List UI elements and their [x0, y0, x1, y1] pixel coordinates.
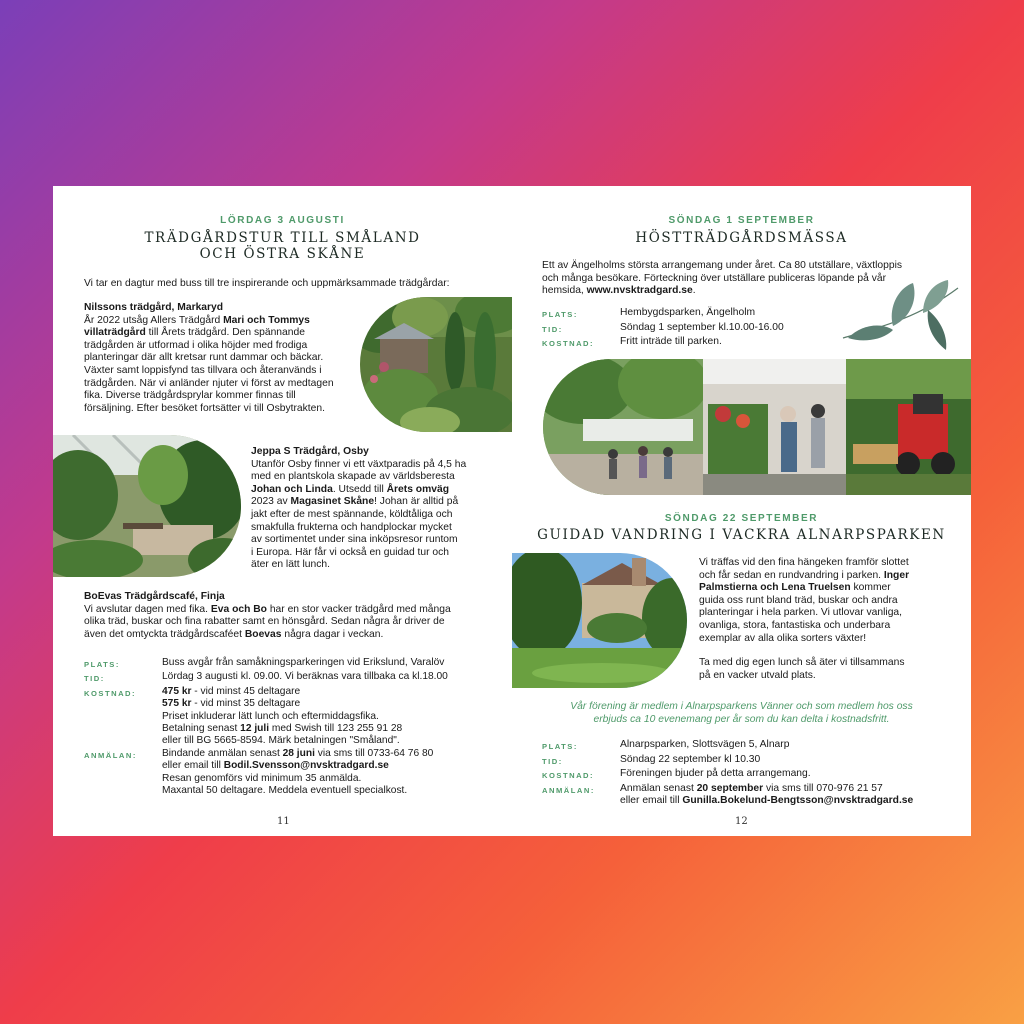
- leaf-decoration: [838, 278, 963, 358]
- garden2-name: Jeppa S Trädgård, Osby: [251, 446, 369, 457]
- text: 28 juni: [282, 747, 315, 759]
- intro-text: Vi tar en dagtur med buss till tre inspirerande och uppmärksammade trädgårdar:: [84, 278, 450, 289]
- text: 12 juli: [240, 723, 270, 735]
- info-anmalan: [620, 783, 913, 808]
- event2-description: [699, 557, 909, 682]
- alnarp-park-photo: [512, 553, 687, 688]
- event2-info: [542, 739, 913, 808]
- website-link[interactable]: www.nvsktradgard.se: [586, 285, 693, 297]
- event-date: LÖRDAG 3 AUGUSTI: [220, 215, 345, 226]
- label-tid: TID:: [542, 756, 563, 766]
- info-anmalan: [162, 748, 448, 798]
- text: 475 kr: [162, 685, 192, 697]
- page-right: [512, 186, 971, 836]
- text: 20 september: [696, 782, 764, 794]
- text: eller email till: [620, 795, 683, 807]
- text: År 2022 utsåg Allers Trädgård: [84, 314, 224, 326]
- text: har en stor vacker trädgård med många: [266, 603, 451, 615]
- label-plats: PLATS:: [542, 742, 578, 751]
- title-line: TRÄDGÅRDSTUR TILL SMÅLAND: [144, 230, 421, 246]
- text: Maxantal 50 deltagare. Meddela eventuell specialkost.: [162, 785, 408, 797]
- event1-info: [542, 307, 784, 351]
- event-date: SÖNDAG 22 SEPTEMBER: [664, 513, 819, 524]
- label-anmalan: ANMÄLAN:: [84, 750, 137, 760]
- text: trädgården är utformad i olika höjder med frodiga: [84, 339, 308, 351]
- info-plats: Hembygdsparken, Ängelholm: [620, 307, 756, 318]
- garden3-block: [84, 591, 451, 641]
- text: ! Johan är alltid på: [374, 496, 459, 508]
- text: Anmälan senast: [620, 782, 697, 794]
- text: Palmstierna och Lena Truelsen: [699, 582, 851, 594]
- text: eller till BG 5665-8594. Märk betalningen "Småland".: [162, 735, 400, 747]
- garden1-block: [84, 302, 334, 415]
- text: via sms till 070-976 21 57: [763, 782, 883, 794]
- text: via sms till 0733-64 76 80: [314, 747, 434, 759]
- text: i Europa. Här får vi också en guidad tur och: [251, 546, 450, 558]
- page-left: [53, 186, 512, 836]
- text: - vid minst 45 deltagare: [191, 685, 301, 697]
- text: - vid minst 35 deltagare: [191, 698, 301, 710]
- text: planteringar där allt kretsar runt dammar och bäckar.: [84, 352, 324, 364]
- text: Ett av Ängelholms största arrangemang under året. Ca 80 utställare, växtloppis: [542, 260, 903, 271]
- text: trädgården. När vi anländer njuter vi först av medtagen: [84, 377, 334, 389]
- membership-note: [512, 701, 971, 726]
- text: äter en lätt lunch.: [251, 559, 330, 571]
- event-title: HÖSTTRÄDGÅRDSMÄSSA: [635, 230, 848, 246]
- label-kostnad: KOSTNAD:: [542, 771, 595, 781]
- info-plats: Alnarpsparken, Slottsvägen 5, Alnarp: [620, 739, 790, 750]
- label-tid: TID:: [84, 674, 105, 684]
- text: Vi träffas vid den fina hängeken framför slottet: [699, 557, 909, 568]
- text: Magasinet Skåne: [290, 496, 375, 508]
- info-plats: Buss avgår från samåkningsparkeringen vid Erikslund, Varalöv: [162, 657, 445, 668]
- text: Vår förening är medlem i Alnarpsparkens Vänner och som medlem hos oss: [570, 701, 913, 712]
- text: guida oss runt bland träd, buskar och andra: [699, 594, 898, 606]
- text: fika. Diverse trädgårdsprylar kommer finnas till: [84, 390, 296, 402]
- text: Priset inkluderar lätt lunch och eftermiddagsfika.: [162, 710, 379, 722]
- garden-photo-osby: [53, 435, 241, 577]
- text: med en plantskola skapade av världsberesta: [251, 471, 455, 483]
- text: ovanliga, stora, fantastiska och underbara: [699, 619, 891, 631]
- garden2-block: [251, 446, 466, 572]
- text: erbjuds ca 10 evenemang per år som du kan delta i kostnadsfritt.: [593, 713, 890, 725]
- text: exemplar av alla olika sorters växter!: [699, 632, 867, 644]
- text: av sortimentet under sina inköpsresor runtom: [251, 534, 458, 546]
- label-plats: PLATS:: [84, 660, 120, 669]
- text: Växter samt loppisfynd tas tillvara och återanvänds i: [84, 364, 322, 376]
- garden-photo-markaryd: [360, 297, 512, 432]
- text: olika träd, buskar och fina rabatter samt en hönsgård. Sedan några år driver de: [84, 616, 445, 628]
- page-number: 11: [277, 816, 290, 827]
- text: eller email till: [162, 760, 224, 772]
- text: villaträdgård: [84, 327, 146, 339]
- text: . Utsedd till: [332, 483, 387, 495]
- fair-photo-strip: [543, 359, 971, 495]
- text: försäljning. Efter besöket fortsätter vi till Osbytrakten.: [84, 402, 325, 414]
- label-kostnad: KOSTNAD:: [84, 688, 137, 698]
- info-tid: Söndag 22 september kl 10.30: [620, 753, 761, 765]
- text: med Swish till 123 255 91 28: [269, 723, 403, 735]
- label-kostnad: KOSTNAD:: [542, 339, 595, 349]
- page-number: 12: [735, 816, 748, 827]
- text: 2023 av: [251, 496, 291, 508]
- trip-info: [84, 657, 448, 797]
- text: och många besökare. Förteckning över utställare publiceras löpande på vår: [542, 272, 887, 284]
- text: Årets omväg: [386, 483, 449, 495]
- email-link[interactable]: Bodil.Svensson@nvsktradgard.se: [223, 760, 389, 772]
- text: Eva och Bo: [210, 603, 267, 615]
- garden3-name: BoEvas Trädgårdscafé, Finja: [84, 591, 225, 602]
- text: Betalning senast: [162, 723, 241, 735]
- text: 575 kr: [162, 698, 192, 710]
- text: Boevas: [244, 628, 282, 640]
- garden1-name: Nilssons trädgård, Markaryd: [84, 302, 224, 313]
- event-title: GUIDAD VANDRING I VACKRA ALNARPSPARKEN: [537, 527, 946, 543]
- text: några dagar i veckan.: [281, 628, 384, 640]
- email-link[interactable]: Gunilla.Bokelund-Bengtsson@nvsktradgard.se: [682, 795, 914, 807]
- text: .: [692, 285, 696, 297]
- text: jakt efter de mest spännande, köldtåliga och: [251, 508, 453, 520]
- text: Resan genomförs vid minimum 35 anmälda.: [162, 772, 362, 784]
- text: även det omtyckta trädgårdscaféet: [84, 628, 245, 640]
- title-line: OCH ÖSTRA SKÅNE: [199, 246, 366, 262]
- info-tid: Lördag 3 augusti kl. 09.00. Vi beräknas vara tillbaka ca kl.18.00: [162, 671, 448, 683]
- text: smakfulla frukterna och handplockar mycket: [251, 521, 452, 533]
- text: Utanför Osby finner vi ett växtparadis på 4,5 ha: [251, 458, 467, 470]
- event-title: [53, 230, 512, 262]
- info-kostnad: [162, 686, 448, 748]
- info-tid: Söndag 1 september kl.10.00-16.00: [620, 321, 784, 333]
- event-date: SÖNDAG 1 SEPTEMBER: [668, 215, 815, 226]
- text: och får sedan en rundvandring i parken.: [699, 569, 884, 581]
- booklet-spread: [53, 186, 971, 836]
- info-kostnad: Fritt inträde till parken.: [620, 336, 722, 348]
- text: kommer: [850, 582, 891, 594]
- label-anmalan: ANMÄLAN:: [542, 785, 595, 795]
- text: till Årets trädgård. Den spännande: [145, 327, 305, 339]
- text: Inger: [883, 569, 910, 581]
- label-tid: TID:: [542, 324, 563, 334]
- text: Vi avslutar dagen med fika.: [84, 603, 211, 615]
- info-kostnad: Föreningen bjuder på detta arrangemang.: [620, 768, 811, 780]
- text: Johan och Linda: [251, 483, 333, 495]
- text: hemsida,: [542, 285, 587, 297]
- text: planteringar i hela parken. Vi utlovar vanliga,: [699, 607, 903, 619]
- text: Mari och Tommys: [223, 314, 310, 326]
- text: på en vacker utvald plats.: [699, 669, 816, 681]
- text: Bindande anmälan senast: [162, 747, 283, 759]
- text: Ta med dig egen lunch så äter vi tillsammans: [699, 657, 905, 669]
- label-plats: PLATS:: [542, 310, 578, 319]
